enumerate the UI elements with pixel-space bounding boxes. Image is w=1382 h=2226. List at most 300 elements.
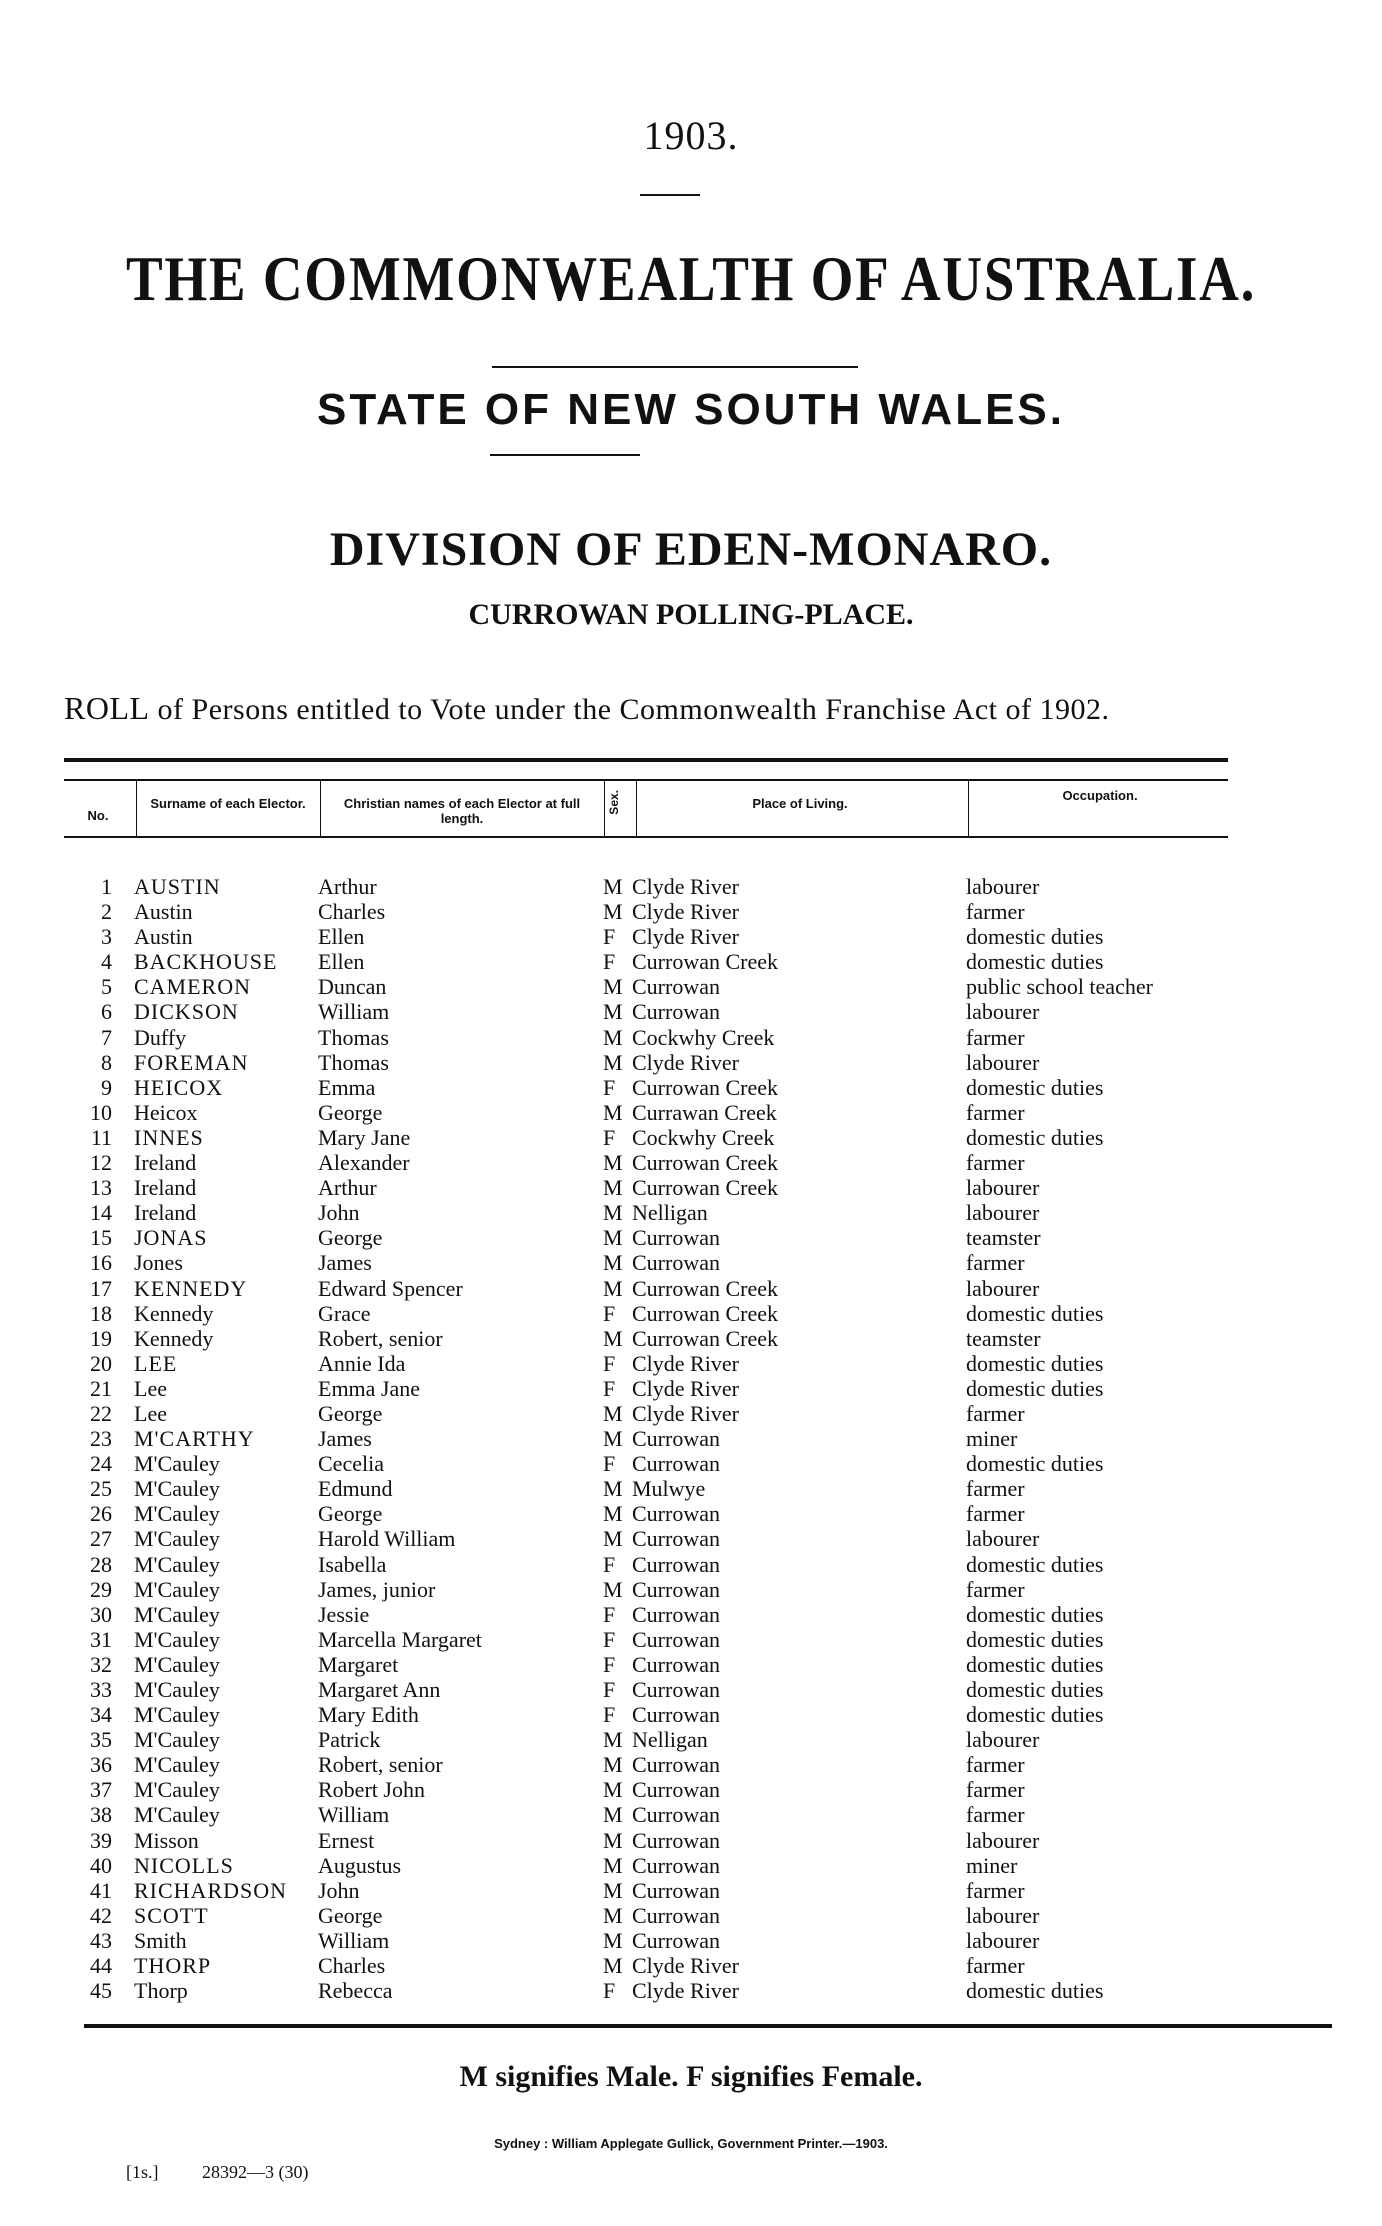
- table-row: [0, 1351, 1382, 1376]
- roll-caption: [64, 690, 1109, 727]
- elector-occupation: domestic duties: [966, 1350, 1104, 1376]
- elector-number: 17: [90, 1275, 112, 1301]
- elector-christian-names: William: [318, 1802, 390, 1828]
- elector-occupation: domestic duties: [966, 1124, 1104, 1150]
- elector-number: 42: [90, 1902, 112, 1928]
- elector-sex: F: [603, 1551, 616, 1577]
- elector-occupation: domestic duties: [966, 949, 1104, 975]
- elector-number: 30: [90, 1601, 112, 1627]
- elector-number: 25: [90, 1476, 112, 1502]
- table-row: [0, 1326, 1382, 1351]
- elector-sex: F: [603, 1451, 616, 1477]
- elector-sex: M: [603, 1827, 623, 1853]
- elector-christian-names: Ellen: [318, 949, 365, 975]
- elector-occupation: domestic duties: [966, 1300, 1104, 1326]
- elector-christian-names: Duncan: [318, 974, 387, 1000]
- elector-place-of-living: Nelligan: [632, 1727, 708, 1753]
- roll-caption-text: of Persons entitled to Vote under the Commonwealth Franchise Act of 1902.: [157, 693, 1110, 726]
- elector-christian-names: Isabella: [318, 1551, 387, 1577]
- elector-surname: M'Cauley: [134, 1451, 220, 1477]
- elector-sex: M: [603, 1325, 623, 1351]
- elector-place-of-living: Currowan: [632, 1250, 720, 1276]
- elector-place-of-living: Currowan: [632, 1551, 720, 1577]
- elector-occupation: farmer: [966, 1877, 1025, 1903]
- elector-occupation: labourer: [966, 1526, 1040, 1552]
- table-row: [0, 1276, 1382, 1301]
- elector-occupation: farmer: [966, 899, 1025, 925]
- elector-occupation: teamster: [966, 1225, 1041, 1251]
- elector-surname: M'Cauley: [134, 1626, 220, 1652]
- elector-sex: M: [603, 874, 623, 899]
- elector-sex: F: [603, 1651, 616, 1677]
- table-row: [0, 1401, 1382, 1426]
- elector-occupation: labourer: [966, 874, 1040, 899]
- elector-surname: Duffy: [134, 1024, 187, 1050]
- elector-place-of-living: Cockwhy Creek: [632, 1024, 775, 1050]
- column-divider: [636, 781, 637, 838]
- elector-christian-names: Edmund: [318, 1476, 393, 1502]
- elector-sex: M: [603, 1927, 623, 1953]
- elector-number: 31: [90, 1626, 112, 1652]
- elector-surname: M'Cauley: [134, 1777, 220, 1803]
- elector-place-of-living: Clyde River: [632, 874, 739, 899]
- elector-occupation: labourer: [966, 1927, 1040, 1953]
- elector-surname: AUSTIN: [134, 874, 221, 899]
- elector-occupation: labourer: [966, 1902, 1040, 1928]
- elector-place-of-living: Clyde River: [632, 1049, 739, 1075]
- elector-occupation: labourer: [966, 1175, 1040, 1201]
- elector-number: 13: [90, 1175, 112, 1201]
- elector-place-of-living: Currowan: [632, 1225, 720, 1251]
- elector-number: 44: [90, 1953, 112, 1979]
- elector-occupation: farmer: [966, 1024, 1025, 1050]
- elector-christian-names: Robert, senior: [318, 1325, 443, 1351]
- elector-sex: M: [603, 1777, 623, 1803]
- elector-christian-names: Edward Spencer: [318, 1275, 463, 1301]
- elector-number: 26: [90, 1501, 112, 1527]
- elector-christian-names: Marcella Margaret: [318, 1626, 482, 1652]
- elector-christian-names: Arthur: [318, 1175, 377, 1201]
- elector-surname: Lee: [134, 1375, 167, 1401]
- elector-number: 27: [90, 1526, 112, 1552]
- elector-surname: Kennedy: [134, 1300, 214, 1326]
- elector-occupation: domestic duties: [966, 1551, 1104, 1577]
- elector-occupation: farmer: [966, 1752, 1025, 1778]
- elector-sex: M: [603, 1400, 623, 1426]
- table-row: [0, 1250, 1382, 1275]
- elector-surname: M'Cauley: [134, 1702, 220, 1728]
- table-row: [0, 1802, 1382, 1827]
- elector-surname: M'Cauley: [134, 1576, 220, 1602]
- elector-occupation: domestic duties: [966, 1451, 1104, 1477]
- elector-number: 12: [90, 1150, 112, 1176]
- column-divider: [968, 781, 969, 838]
- elector-place-of-living: Currowan: [632, 1426, 720, 1452]
- elector-surname: Austin: [134, 899, 193, 925]
- elector-sex: F: [603, 1074, 616, 1100]
- elector-number: 40: [90, 1852, 112, 1878]
- elector-christian-names: Thomas: [318, 1049, 389, 1075]
- elector-occupation: domestic duties: [966, 1074, 1104, 1100]
- elector-surname: M'CARTHY: [134, 1426, 255, 1452]
- elector-sex: M: [603, 1953, 623, 1979]
- elector-sex: F: [603, 1300, 616, 1326]
- elector-number: 1: [101, 874, 112, 899]
- elector-christian-names: James: [318, 1250, 372, 1276]
- polling-place-heading: CURROWAN POLLING-PLACE.: [468, 598, 914, 631]
- elector-occupation: domestic duties: [966, 1375, 1104, 1401]
- table-row: [0, 1150, 1382, 1175]
- elector-christian-names: Emma: [318, 1074, 376, 1100]
- elector-surname: JONAS: [134, 1225, 208, 1251]
- table-header-top-rule: [64, 779, 1228, 781]
- table-row: [0, 1075, 1382, 1100]
- divider: [492, 366, 858, 368]
- elector-occupation: farmer: [966, 1400, 1025, 1426]
- elector-christian-names: George: [318, 1902, 383, 1928]
- elector-surname: RICHARDSON: [134, 1877, 288, 1903]
- elector-occupation: domestic duties: [966, 1626, 1104, 1652]
- elector-number: 36: [90, 1752, 112, 1778]
- elector-christian-names: William: [318, 999, 390, 1025]
- elector-place-of-living: Clyde River: [632, 1978, 739, 2004]
- elector-sex: F: [603, 1677, 616, 1702]
- elector-place-of-living: Currowan: [632, 999, 720, 1025]
- elector-occupation: labourer: [966, 1827, 1040, 1853]
- elector-place-of-living: Clyde River: [632, 924, 739, 950]
- table-row: [0, 1602, 1382, 1627]
- elector-christian-names: Thomas: [318, 1024, 389, 1050]
- elector-sex: F: [603, 1375, 616, 1401]
- elector-place-of-living: Mulwye: [632, 1476, 706, 1502]
- elector-christian-names: Patrick: [318, 1727, 381, 1753]
- table-row: [0, 1100, 1382, 1125]
- elector-place-of-living: Currowan Creek: [632, 1175, 779, 1201]
- elector-surname: M'Cauley: [134, 1551, 220, 1577]
- elector-christian-names: John: [318, 1200, 360, 1226]
- elector-surname: Ireland: [134, 1200, 197, 1226]
- elector-place-of-living: Currowan: [632, 1927, 720, 1953]
- elector-christian-names: James, junior: [318, 1576, 436, 1602]
- table-row: [0, 1050, 1382, 1075]
- elector-occupation: labourer: [966, 1049, 1040, 1075]
- state-heading: STATE OF NEW SOUTH WALES.: [316, 385, 1066, 434]
- elector-christian-names: Margaret: [318, 1651, 399, 1677]
- table-row: [0, 1376, 1382, 1401]
- elector-christian-names: Mary Jane: [318, 1124, 411, 1150]
- table-row: [0, 1301, 1382, 1326]
- table-row: [0, 1175, 1382, 1200]
- elector-surname: Kennedy: [134, 1325, 214, 1351]
- elector-occupation: labourer: [966, 999, 1040, 1025]
- elector-place-of-living: Currowan: [632, 1752, 720, 1778]
- elector-number: 29: [90, 1576, 112, 1602]
- division-heading: DIVISION OF EDEN-MONARO.: [329, 523, 1053, 576]
- elector-occupation: miner: [966, 1852, 1018, 1878]
- elector-occupation: public school teacher: [966, 974, 1153, 1000]
- elector-sex: M: [603, 1501, 623, 1527]
- printer-imprint: Sydney : William Applegate Gullick, Government Printer.—1903.: [494, 2136, 888, 2151]
- elector-table-body: [0, 874, 1382, 2003]
- elector-occupation: labourer: [966, 1200, 1040, 1226]
- elector-christian-names: Mary Edith: [318, 1702, 419, 1728]
- elector-occupation: domestic duties: [966, 1651, 1104, 1677]
- elector-place-of-living: Currowan Creek: [632, 1275, 779, 1301]
- elector-christian-names: Annie Ida: [318, 1350, 406, 1376]
- elector-occupation: labourer: [966, 1275, 1040, 1301]
- elector-surname: M'Cauley: [134, 1677, 220, 1702]
- elector-sex: M: [603, 1476, 623, 1502]
- elector-occupation: farmer: [966, 1777, 1025, 1803]
- elector-number: 33: [90, 1677, 112, 1702]
- elector-occupation: farmer: [966, 1150, 1025, 1176]
- elector-christian-names: Emma Jane: [318, 1375, 421, 1401]
- elector-number: 32: [90, 1651, 112, 1677]
- elector-surname: INNES: [134, 1124, 204, 1150]
- elector-christian-names: Grace: [318, 1300, 371, 1326]
- elector-christian-names: Arthur: [318, 874, 377, 899]
- elector-christian-names: George: [318, 1225, 383, 1251]
- elector-surname: M'Cauley: [134, 1727, 220, 1753]
- elector-place-of-living: Currowan: [632, 974, 720, 1000]
- elector-surname: THORP: [134, 1953, 212, 1979]
- header-place: Place of Living.: [752, 796, 848, 811]
- elector-surname: M'Cauley: [134, 1476, 220, 1502]
- elector-christian-names: Cecelia: [318, 1451, 384, 1477]
- elector-sex: M: [603, 1852, 623, 1878]
- elector-number: 35: [90, 1727, 112, 1753]
- elector-place-of-living: Currowan: [632, 1827, 720, 1853]
- elector-number: 23: [90, 1426, 112, 1452]
- elector-surname: NICOLLS: [134, 1852, 234, 1878]
- elector-place-of-living: Currowan: [632, 1501, 720, 1527]
- year: 1903.: [643, 113, 739, 158]
- elector-surname: Ireland: [134, 1175, 197, 1201]
- table-row: [0, 999, 1382, 1024]
- elector-sex: M: [603, 899, 623, 925]
- elector-surname: SCOTT: [134, 1902, 209, 1928]
- elector-surname: M'Cauley: [134, 1752, 220, 1778]
- elector-sex: M: [603, 974, 623, 1000]
- header-no: No.: [87, 808, 109, 823]
- elector-number: 22: [90, 1400, 112, 1426]
- elector-occupation: farmer: [966, 1250, 1025, 1276]
- elector-place-of-living: Currowan: [632, 1877, 720, 1903]
- elector-surname: M'Cauley: [134, 1802, 220, 1828]
- elector-sex: M: [603, 1049, 623, 1075]
- elector-occupation: domestic duties: [966, 1978, 1104, 2004]
- table-row: [0, 1426, 1382, 1451]
- table-row: [0, 1727, 1382, 1752]
- elector-sex: M: [603, 1024, 623, 1050]
- header-sex: Sex.: [607, 790, 621, 815]
- elector-number: 19: [90, 1325, 112, 1351]
- divider: [640, 194, 700, 196]
- elector-number: 5: [101, 974, 112, 1000]
- elector-surname: M'Cauley: [134, 1501, 220, 1527]
- elector-surname: M'Cauley: [134, 1651, 220, 1677]
- table-row: [0, 1451, 1382, 1476]
- elector-surname: BACKHOUSE: [134, 949, 278, 975]
- elector-christian-names: William: [318, 1927, 390, 1953]
- elector-christian-names: Augustus: [318, 1852, 402, 1878]
- table-row: [0, 1878, 1382, 1903]
- price-reference: [1s.]: [126, 2162, 159, 2182]
- table-row: [0, 874, 1382, 899]
- elector-number: 38: [90, 1802, 112, 1828]
- elector-sex: M: [603, 1150, 623, 1176]
- elector-place-of-living: Clyde River: [632, 899, 739, 925]
- elector-christian-names: Alexander: [318, 1150, 410, 1176]
- table-row: [0, 1526, 1382, 1551]
- table-row: [0, 1627, 1382, 1652]
- elector-number: 11: [90, 1124, 112, 1150]
- table-row: [0, 1225, 1382, 1250]
- elector-surname: FOREMAN: [134, 1049, 249, 1075]
- table-row: [0, 1702, 1382, 1727]
- elector-number: 16: [90, 1250, 112, 1276]
- elector-occupation: teamster: [966, 1325, 1041, 1351]
- elector-number: 10: [90, 1099, 112, 1125]
- elector-place-of-living: Currowan: [632, 1852, 720, 1878]
- table-row: [0, 1552, 1382, 1577]
- elector-place-of-living: Clyde River: [632, 1400, 739, 1426]
- table-row: [0, 1476, 1382, 1501]
- header-christian: Christian names of each Elector at full length.: [343, 796, 581, 826]
- elector-sex: M: [603, 1250, 623, 1276]
- elector-place-of-living: Currowan: [632, 1526, 720, 1552]
- elector-sex: M: [603, 1275, 623, 1301]
- elector-place-of-living: Currowan: [632, 1902, 720, 1928]
- elector-place-of-living: Clyde River: [632, 1350, 739, 1376]
- table-row: [0, 1828, 1382, 1853]
- elector-number: 7: [101, 1024, 112, 1050]
- elector-sex: M: [603, 1802, 623, 1828]
- elector-sex: F: [603, 1702, 616, 1728]
- elector-occupation: domestic duties: [966, 1601, 1104, 1627]
- elector-number: 34: [90, 1702, 112, 1728]
- header-surname: Surname of each Elector.: [150, 796, 306, 811]
- elector-sex: F: [603, 1626, 616, 1652]
- elector-place-of-living: Clyde River: [632, 1953, 739, 1979]
- elector-christian-names: Rebecca: [318, 1978, 393, 2004]
- elector-sex: M: [603, 1902, 623, 1928]
- elector-sex: F: [603, 924, 616, 950]
- table-row: [0, 1200, 1382, 1225]
- elector-number: 18: [90, 1300, 112, 1326]
- elector-occupation: farmer: [966, 1953, 1025, 1979]
- elector-number: 24: [90, 1451, 112, 1477]
- table-row: [0, 949, 1382, 974]
- elector-number: 4: [101, 949, 112, 975]
- elector-number: 37: [90, 1777, 112, 1803]
- column-divider: [136, 781, 137, 838]
- elector-surname: DICKSON: [134, 999, 239, 1025]
- elector-occupation: domestic duties: [966, 924, 1104, 950]
- roll-lead: ROLL: [64, 690, 150, 726]
- elector-surname: LEE: [134, 1350, 178, 1376]
- elector-sex: M: [603, 1576, 623, 1602]
- elector-sex: M: [603, 1200, 623, 1226]
- elector-surname: Misson: [134, 1827, 199, 1853]
- elector-christian-names: Robert, senior: [318, 1752, 443, 1778]
- elector-place-of-living: Currowan Creek: [632, 1325, 779, 1351]
- elector-sex: F: [603, 1124, 616, 1150]
- divider: [490, 454, 640, 456]
- elector-occupation: domestic duties: [966, 1677, 1104, 1702]
- elector-number: 21: [90, 1375, 112, 1401]
- table-top-rule: [64, 758, 1228, 762]
- elector-occupation: farmer: [966, 1501, 1025, 1527]
- elector-place-of-living: Currowan: [632, 1777, 720, 1803]
- elector-sex: M: [603, 1426, 623, 1452]
- elector-number: 3: [101, 924, 112, 950]
- elector-christian-names: Ellen: [318, 924, 365, 950]
- elector-number: 8: [101, 1049, 112, 1075]
- elector-surname: Smith: [134, 1927, 187, 1953]
- elector-sex: M: [603, 999, 623, 1025]
- elector-christian-names: Robert John: [318, 1777, 425, 1803]
- elector-surname: HEICOX: [134, 1074, 224, 1100]
- elector-surname: Austin: [134, 924, 193, 950]
- table-row: [0, 1928, 1382, 1953]
- elector-surname: M'Cauley: [134, 1526, 220, 1552]
- table-row: [0, 1903, 1382, 1928]
- elector-sex: M: [603, 1727, 623, 1753]
- elector-place-of-living: Currowan Creek: [632, 1074, 779, 1100]
- elector-sex: M: [603, 1526, 623, 1552]
- table-header-bottom-rule: [64, 836, 1228, 838]
- elector-place-of-living: Currowan: [632, 1677, 720, 1702]
- elector-christian-names: Ernest: [318, 1827, 375, 1853]
- table-row: [0, 1853, 1382, 1878]
- elector-place-of-living: Currowan: [632, 1802, 720, 1828]
- elector-christian-names: Charles: [318, 899, 386, 925]
- elector-surname: KENNEDY: [134, 1275, 248, 1301]
- table-row: [0, 1978, 1382, 2003]
- elector-christian-names: Charles: [318, 1953, 386, 1979]
- elector-sex: M: [603, 1099, 623, 1125]
- elector-surname: Lee: [134, 1400, 167, 1426]
- elector-number: 6: [101, 999, 112, 1025]
- elector-place-of-living: Currowan: [632, 1451, 720, 1477]
- elector-place-of-living: Currowan: [632, 1601, 720, 1627]
- elector-sex: M: [603, 1175, 623, 1201]
- elector-sex: F: [603, 1978, 616, 2004]
- elector-place-of-living: Currowan Creek: [632, 1300, 779, 1326]
- elector-surname: Ireland: [134, 1150, 197, 1176]
- table-row: [0, 1501, 1382, 1526]
- elector-number: 45: [90, 1978, 112, 2004]
- elector-christian-names: Margaret Ann: [318, 1677, 441, 1702]
- elector-christian-names: James: [318, 1426, 372, 1452]
- elector-place-of-living: Nelligan: [632, 1200, 708, 1226]
- elector-sex: F: [603, 1350, 616, 1376]
- elector-occupation: farmer: [966, 1099, 1025, 1125]
- sex-legend: M signifies Male. F signifies Female.: [459, 2060, 923, 2093]
- column-divider: [320, 781, 321, 838]
- elector-surname: Heicox: [134, 1099, 198, 1125]
- elector-christian-names: Jessie: [318, 1601, 370, 1627]
- elector-place-of-living: Cockwhy Creek: [632, 1124, 775, 1150]
- elector-sex: M: [603, 1877, 623, 1903]
- elector-surname: M'Cauley: [134, 1601, 220, 1627]
- document-title: THE COMMONWEALTH OF AUSTRALIA.: [125, 243, 1257, 314]
- table-bottom-rule: [84, 2024, 1332, 2028]
- elector-christian-names: Harold William: [318, 1526, 456, 1552]
- elector-number: 2: [101, 899, 112, 925]
- print-reference: 28392—3 (30): [202, 2162, 309, 2182]
